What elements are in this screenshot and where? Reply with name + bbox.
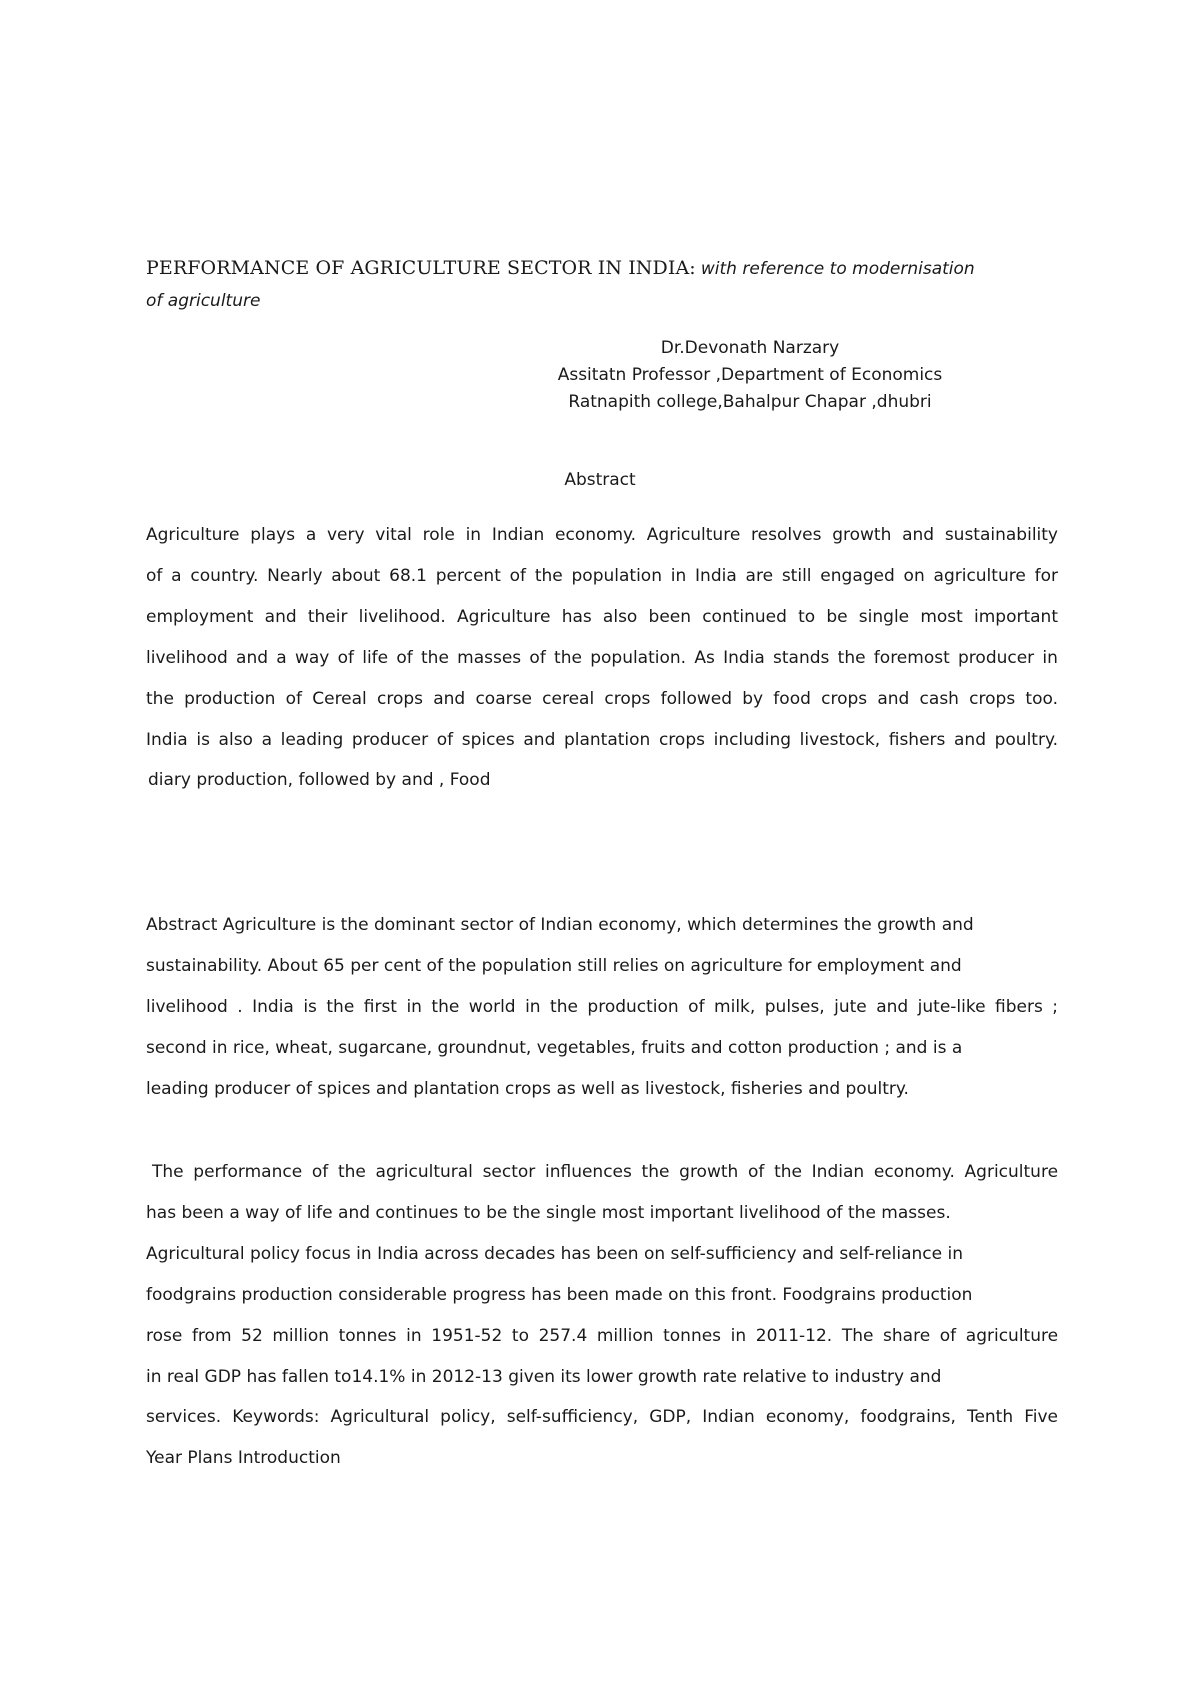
paragraph-line: sustainability. About 65 per cent of the population still relies on agriculture for employment and xyxy=(146,955,962,976)
paragraph-line: has been a way of life and continues to be the single most important livelihood of the masses. xyxy=(146,1202,951,1223)
paragraph-line: Agriculture plays a very vital role in Indian economy. Agriculture resolves growth and sustainability xyxy=(146,525,1058,545)
paper-title xyxy=(146,252,1066,317)
paragraph-line: Agricultural policy focus in India across decades has been on self-sufficiency and self-reliance in xyxy=(146,1243,963,1264)
author-name: Dr.Devonath Narzary xyxy=(660,338,840,358)
paragraph-line: India is also a leading producer of spices and plantation crops including livestock, fishers and poultry. xyxy=(146,729,1059,750)
paragraph-line: of a country. Nearly about 68.1 percent of the population in India are still engaged on agriculture for xyxy=(146,565,1058,586)
paragraph-line: The performance of the agricultural sector influences the growth of the Indian economy. Agriculture xyxy=(152,1162,1059,1182)
paragraph-line: livelihood . India is the first in the world in the production of milk, pulses, jute and jute-like fibers ; xyxy=(146,996,1059,1017)
paragraph-line: livelihood and a way of life of the masses of the population. As India stands the foremost producer in xyxy=(146,647,1058,668)
body-paragraph-3 xyxy=(146,1152,1058,1479)
author-institution: Ratnapith college,Bahalpur Chapar ,dhubri xyxy=(568,392,932,412)
paragraph-line: employment and their livelihood. Agriculture has also been continued to be single most important xyxy=(146,606,1058,627)
author-block xyxy=(520,335,980,416)
paragraph-line: Year Plans Introduction xyxy=(146,1448,341,1469)
paragraph-line: diary production, followed by and , Food xyxy=(148,770,491,791)
paragraph-line: Abstract Agriculture is the dominant sector of Indian economy, which determines the growth and xyxy=(146,915,974,935)
abstract-paragraph-1 xyxy=(146,515,1058,801)
abstract-paragraph-2 xyxy=(146,905,1058,1110)
paragraph-line: rose from 52 million tonnes in 1951-52 to 257.4 million tonnes in 2011-12. The share of agriculture xyxy=(146,1325,1059,1346)
paragraph-line: the production of Cereal crops and coarse cereal crops followed by food crops and cash crops too. xyxy=(146,688,1058,709)
paragraph-line: services. Keywords: Agricultural policy, self-sufficiency, GDP, Indian economy, foodgrains, Tenth Five xyxy=(146,1407,1058,1428)
title-main: PERFORMANCE OF AGRICULTURE SECTOR IN INDIA: xyxy=(146,257,696,279)
title-subtitle-continued: of agriculture xyxy=(146,291,261,311)
paragraph-line: foodgrains production considerable progress has been made on this front. Foodgrains production xyxy=(146,1284,973,1305)
title-subtitle: with reference to modernisation xyxy=(700,259,975,279)
author-position: Assitatn Professor ,Department of Economics xyxy=(557,365,943,385)
abstract-heading: Abstract xyxy=(564,470,636,490)
paragraph-line: in real GDP has fallen to14.1% in 2012-13 given its lower growth rate relative to industry and xyxy=(146,1366,942,1387)
paragraph-line: second in rice, wheat, sugarcane, groundnut, vegetables, fruits and cotton production ; and is a xyxy=(146,1037,963,1058)
paragraph-line: leading producer of spices and plantation crops as well as livestock, fisheries and poultry. xyxy=(146,1078,909,1099)
